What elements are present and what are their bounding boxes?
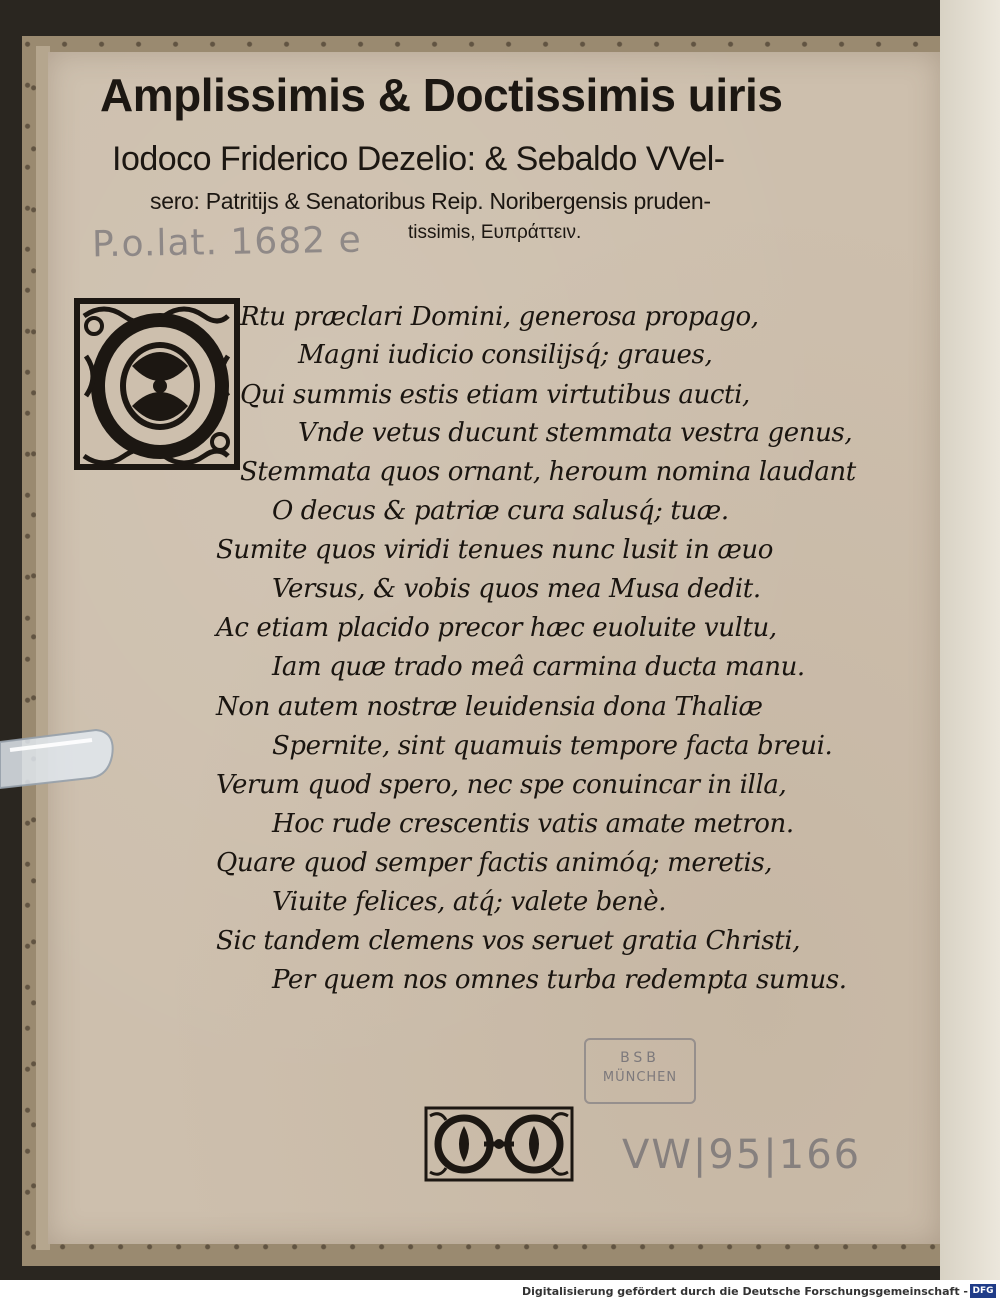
verse-line: Stemmata quos ornant, heroum nomina laudant [240,457,856,487]
funding-credit: Digitalisierung gefördert durch die Deutsche Forschungsgemeinschaft - [521,1285,968,1298]
stamp-line-1: BSB [620,1050,660,1066]
verse-line: Sic tandem clemens vos seruet gratia Christi, [216,926,801,956]
facing-page-edge [940,0,1000,1280]
printer-ornament-icon [424,1106,574,1182]
verse-line: Qui summis estis etiam virtutibus aucti, [240,380,750,410]
title-line-2: Iodoco Friderico Dezelio: & Sebaldo VVel- [112,140,725,178]
verse-line: Rtu præclari Domini, generosa propago, [240,302,759,332]
verse-line: Magni iudicio consilijsq́; graues, [298,340,713,370]
verse-line: Per quem nos omnes turba redempta sumus. [272,965,847,995]
title-line-4: tissimis, Ευπράττειν. [408,222,582,243]
verse-line: Hoc rude crescentis vatis amate metron. [272,809,794,839]
verse-line: Spernite, sint quamuis tempore facta breui. [272,731,833,761]
title-line-1: Amplissimis & Doctissimis uiris [100,69,783,121]
page-clip-icon [0,722,120,792]
call-number-annotation: VW|95|166 [622,1132,862,1178]
verse-line: Viuite felices, atq́; valete benè. [272,887,667,917]
library-stamp [584,1038,696,1104]
verse-line: Iam quæ trado meâ carmina ducta manu. [272,652,805,682]
verse-line: Vnde vetus ducunt stemmata vestra genus, [298,418,853,448]
verse-line: Verum quod spero, nec spe conuincar in illa, [216,770,787,800]
verse-line: Quare quod semper factis animóq; meretis, [216,848,773,878]
title-line-3: sero: Patritijs & Senatoribus Reip. Noribergensis pruden- [150,188,711,214]
verse-line: Versus, & vobis quos mea Musa dedit. [272,574,761,604]
footer-bar [0,1280,1000,1304]
dfg-logo-icon: DFG [970,1284,996,1298]
verse-line: Non autem nostræ leuidensia dona Thaliæ [216,692,763,722]
verse-line: O decus & patriæ cura salusq́; tuæ. [272,496,729,526]
verse-line: Sumite quos viridi tenues nunc lusit in æuo [216,535,774,565]
stamp-line-2: MÜNCHEN [602,1070,678,1085]
shelfmark-stamp: P.o.lat. 1682 e [91,219,362,266]
decorated-initial-icon [72,296,242,472]
verse-line: Ac etiam placido precor hæc euoluite vultu, [216,613,777,643]
